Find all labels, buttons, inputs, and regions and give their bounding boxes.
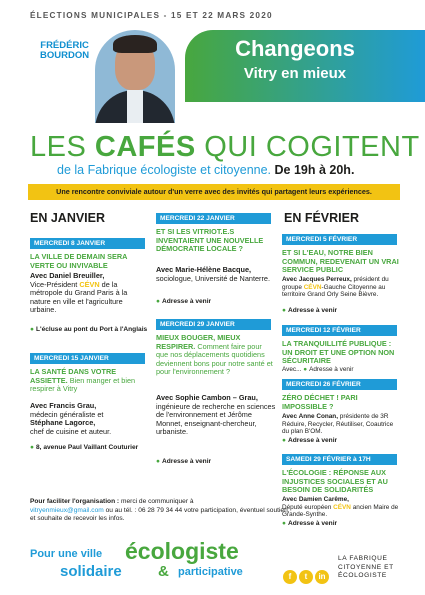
place-text: Adresse à venir xyxy=(309,366,354,373)
election-topline: ÉLECTIONS MUNICIPALES - 15 ET 22 MARS 2020 xyxy=(30,11,273,20)
event-title xyxy=(156,334,276,377)
event-title: ZÉRO DÉCHET ! PARI IMPOSSIBLE ? xyxy=(282,393,358,411)
slogan-part-2: écologiste xyxy=(125,538,239,564)
candidate-name xyxy=(40,41,89,61)
location-pin-icon: ● xyxy=(156,298,160,305)
event-speaker xyxy=(282,276,400,299)
subtitle-time: De 19h à 20h. xyxy=(274,163,355,177)
title-part-3: QUI COGITENT xyxy=(195,131,420,163)
organisation-note xyxy=(30,498,295,524)
event-date-badge: MERCREDI 12 FÉVRIER xyxy=(282,325,397,336)
place-text: Adresse à venir xyxy=(161,298,212,305)
event-place xyxy=(156,458,276,466)
contact-email[interactable]: vitryenmieux@gmail.com xyxy=(30,506,104,514)
candidate-last-name: BOURDON xyxy=(40,49,90,61)
event-speaker xyxy=(30,272,150,315)
organisation-name xyxy=(338,555,394,581)
speaker-role: Député européen xyxy=(282,503,332,511)
speaker-role-detail: ancien Maire de Grande-Synthe. xyxy=(282,503,399,519)
slogan-part-3: solidaire xyxy=(60,563,122,580)
page-title xyxy=(30,131,420,164)
event-date-badge: MERCREDI 8 JANVIER xyxy=(30,238,145,249)
event-title: LA TRANQUILLITÉ PUBLIQUE : UN DROIT ET UNE OPTION NON SÉCURITAIRE xyxy=(282,339,395,366)
event-speaker xyxy=(282,496,400,519)
social-links xyxy=(283,566,331,584)
event-place xyxy=(156,298,276,306)
event-date-badge: SAMEDI 29 FÉVRIER à 17H xyxy=(282,454,397,465)
organisation-text: merci de communiquer à xyxy=(119,498,194,505)
speaker-name: Avec... xyxy=(282,366,304,373)
event-title: LA VILLE DE DEMAIN SERA VERTE OU INVIVABLE xyxy=(30,252,128,270)
org-line-1: LA FABRIQUE xyxy=(338,555,388,562)
event-title-text: LA SANTÉ DANS VOTRE ASSIETTE. xyxy=(30,367,117,385)
event-place xyxy=(30,326,150,334)
location-pin-icon: ● xyxy=(156,458,160,465)
event-speaker xyxy=(282,413,400,436)
event-title: ET SI LES VITRIOT.E.S INVENTAIENT UNE NOUVELLE DÉMOCRATIE LOCALE ? xyxy=(156,227,264,254)
event-date-badge: MERCREDI 22 JANVIER xyxy=(156,213,271,224)
speaker-role: présidente de 3R Réduire, Recycler, Réutiliser, Coautrice du plan B'OM. xyxy=(282,413,394,436)
event-date-badge: MERCREDI 15 JANVIER xyxy=(30,353,145,364)
event-date-badge: MERCREDI 26 FÉVRIER xyxy=(282,379,397,390)
speaker-name: Avec Daniel Breuiller, xyxy=(30,271,105,280)
event-speaker xyxy=(156,266,276,283)
location-pin-icon: ● xyxy=(282,437,286,444)
subtitle xyxy=(57,163,354,177)
candidate-first-name: FRÉDÉRIC xyxy=(40,40,89,51)
event-speaker xyxy=(282,366,400,374)
event-speaker xyxy=(156,394,276,437)
event-description: Bien manger et bien respirer à Vitry xyxy=(30,375,136,394)
org-line-2: CITOYENNE ET xyxy=(338,563,394,571)
cevn-logo: CÉVN xyxy=(303,283,322,291)
photo-shirt xyxy=(127,90,143,123)
event-place xyxy=(282,520,400,528)
location-pin-icon: ● xyxy=(282,520,286,527)
february-heading: EN FÉVRIER xyxy=(284,211,360,225)
place-text: L'écluse au pont du Port à l'Anglais xyxy=(35,326,148,333)
location-pin-icon: ● xyxy=(30,326,34,333)
speaker-name: Avec Jacques Perreux, xyxy=(282,276,352,283)
speaker-name: Avec Francis Grau, xyxy=(30,401,97,410)
event-place xyxy=(282,437,400,445)
location-pin-icon: ● xyxy=(30,444,34,451)
linkedin-icon[interactable]: in xyxy=(315,570,329,584)
location-pin-icon: ● xyxy=(303,366,308,373)
speaker-name: Avec Damien Carême, xyxy=(282,496,349,503)
banner-subtitle: Vitry en mieux xyxy=(243,65,347,82)
intro-ribbon: Une rencontre conviviale autour d'un verre avec des invités qui partagent leurs expériences. xyxy=(28,184,400,200)
january-heading: EN JANVIER xyxy=(30,211,106,225)
speaker-role-2: chef de cuisine et auteur. xyxy=(30,426,112,436)
event-title: ET SI L'EAU, NOTRE BIEN COMMUN, REDEVENAIT UN VRAI SERVICE PUBLIC xyxy=(282,248,399,275)
speaker-role-detail: de la métropole du Grand Paris à la nature en ville et l'agriculture urbaine. xyxy=(30,279,128,315)
slogan-part-5: participative xyxy=(178,566,243,578)
cevn-logo: CÉVN xyxy=(79,279,100,289)
speaker-role: sociologue, Université de Nanterre. xyxy=(156,273,270,283)
event-title-text: MIEUX BOUGER, MIEUX RESPIRER. xyxy=(156,333,241,351)
speaker-role: président du groupe xyxy=(282,276,389,291)
speaker-name: Avec Anne Conan, xyxy=(282,413,338,420)
place-text: Adresse à venir xyxy=(161,458,212,465)
slogan-part-4: & xyxy=(158,563,169,580)
event-place xyxy=(30,444,150,452)
location-pin-icon: ● xyxy=(282,307,286,314)
candidate-photo xyxy=(95,30,175,123)
speaker-role-detail: -Gauche Citoyenne au territoire Grand Orly Seine Bièvre. xyxy=(282,283,386,299)
photo-hair xyxy=(113,35,157,53)
speaker-name: Avec Marie-Hélène Bacque, xyxy=(156,265,252,274)
event-speaker xyxy=(30,402,150,436)
event-title xyxy=(30,368,150,394)
speaker-role: Vice-Président xyxy=(30,279,78,289)
organisation-label: Pour faciliter l'organisation : xyxy=(30,498,120,505)
slogan xyxy=(30,538,290,586)
cevn-logo: CÉVN xyxy=(333,503,351,511)
facebook-icon[interactable]: f xyxy=(283,570,297,584)
org-line-3: ÉCOLOGISTE xyxy=(338,572,387,580)
event-date-badge: MERCREDI 5 FÉVRIER xyxy=(282,234,397,245)
title-part-1: LES xyxy=(30,131,95,163)
place-text: Adresse à venir xyxy=(287,307,338,314)
slogan-part-1: Pour une ville xyxy=(30,548,103,560)
speaker-role: médecin généraliste et xyxy=(30,409,104,419)
banner-title: Changeons xyxy=(235,36,355,61)
place-text: Adresse à venir xyxy=(287,437,338,444)
twitter-icon[interactable]: t xyxy=(299,570,313,584)
event-place xyxy=(282,307,400,315)
speaker-name-2: Stéphane Lagorce, xyxy=(30,418,96,428)
title-part-2: CAFÉS xyxy=(94,131,196,163)
subtitle-text: de la Fabrique écologiste et citoyenne. xyxy=(57,163,272,177)
place-text: Adresse à venir xyxy=(287,520,338,527)
place-text: 8, avenue Paul Vaillant Couturier xyxy=(35,444,139,451)
event-date-badge: MERCREDI 29 JANVIER xyxy=(156,319,271,330)
organisation-text-2: ou au tél. : 06 28 79 34 44 votre participation, éventuel soutien, et souhaite de recevoir les infos. xyxy=(30,506,290,523)
event-title: L'ÉCOLOGIE : RÉPONSE AUX INJUSTICES SOCIALES ET AU BESOIN DE SOLIDARITÉS xyxy=(282,468,388,495)
speaker-role: ingénieure de recherche en sciences de l'environnement et Jérôme Monnet, enseignant-chercheur, urbaniste. xyxy=(156,401,276,437)
event-description: Comment faire pour que nos déplacements quotidiens deviennent bons pour notre santé et pour l'environnement ? xyxy=(156,341,273,377)
speaker-name: Avec Sophie Cambon – Grau, xyxy=(156,393,258,402)
